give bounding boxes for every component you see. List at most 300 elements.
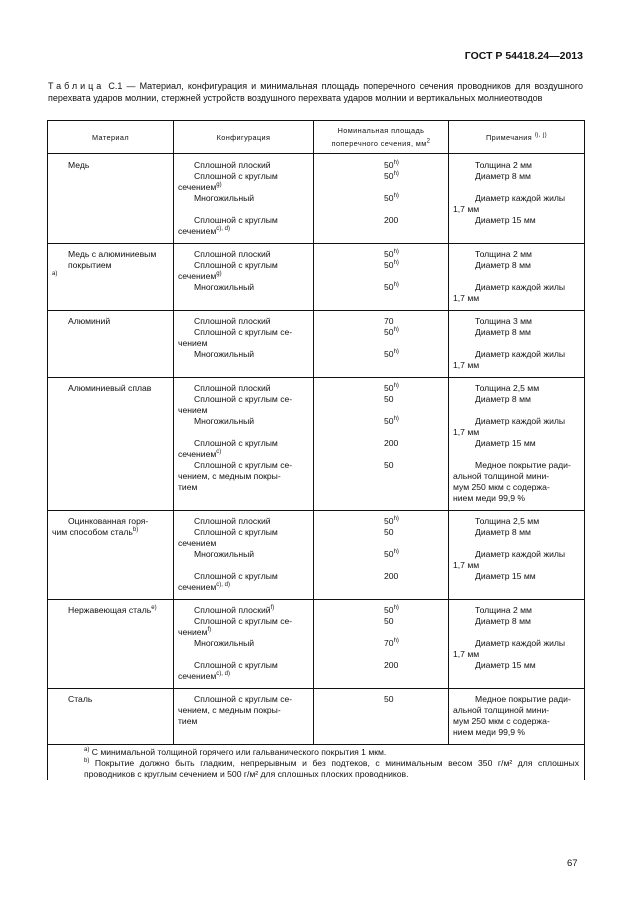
config-line (178, 427, 308, 438)
config-line (178, 215, 308, 226)
notes-text: Толщина 2 мм (475, 605, 532, 615)
config-line (178, 316, 308, 327)
notes-line (453, 260, 579, 271)
area-line (318, 383, 443, 394)
area-footnote-mark: h) (393, 349, 399, 356)
config-text: чением (178, 405, 208, 415)
config-line (178, 705, 308, 716)
config-line (178, 394, 308, 405)
config-line (178, 360, 308, 371)
notes-line (453, 716, 579, 727)
area-line (318, 627, 443, 638)
materials-table (47, 120, 585, 780)
notes-line (453, 616, 579, 627)
area-footnote-mark: h) (393, 416, 399, 423)
header-notes (449, 121, 585, 154)
material-footnote-mark: a) (52, 271, 58, 278)
area-footnote-mark: h) (393, 260, 399, 267)
notes-line (453, 316, 579, 327)
area-footnote-mark: h) (393, 549, 399, 556)
config-line (178, 571, 308, 582)
config-line (178, 282, 308, 293)
area-line (318, 460, 443, 471)
config-text: чением (178, 338, 208, 348)
header-config: Конфигурация (174, 121, 314, 154)
config-line (178, 293, 308, 304)
notes-line (453, 405, 579, 416)
material-footnote-mark: b) (132, 527, 139, 534)
config-line (178, 271, 308, 282)
area-text: 50 (384, 416, 394, 426)
notes-line (453, 249, 579, 260)
area-line (318, 271, 443, 282)
config-line (178, 416, 308, 427)
cell-material (48, 511, 174, 600)
notes-text: Толщина 2,5 мм (475, 516, 540, 526)
footnote (52, 758, 579, 780)
area-line (318, 360, 443, 371)
document-header: ГОСТ Р 54418.24—2013 (464, 50, 583, 62)
config-line (178, 527, 308, 538)
config-line (178, 516, 308, 527)
area-line (318, 293, 443, 304)
notes-line (453, 660, 579, 671)
notes-text: Толщина 3 мм (475, 316, 532, 326)
notes-line (453, 560, 579, 571)
cell-notes (449, 311, 585, 378)
area-line (318, 405, 443, 416)
config-text: сечением (178, 582, 217, 592)
notes-line (453, 605, 579, 616)
notes-text: Диаметр каждой жилы (475, 282, 566, 292)
notes-line (453, 360, 579, 371)
config-text: тием (178, 482, 198, 492)
header-notes-label: Примечания (486, 132, 533, 142)
area-text: 50 (384, 282, 394, 292)
cell-notes (449, 244, 585, 311)
cell-notes (449, 378, 585, 511)
area-text: 50 (384, 171, 394, 181)
material-name: Сталь (68, 694, 93, 704)
config-line (178, 660, 308, 671)
config-line (178, 171, 308, 182)
area-line (318, 649, 443, 660)
area-line (318, 282, 443, 293)
area-line (318, 560, 443, 571)
notes-text: 1,7 мм (453, 204, 480, 214)
area-line (318, 638, 443, 649)
notes-text: нием меди 99,9 % (453, 727, 526, 737)
area-line (318, 193, 443, 204)
notes-line (453, 471, 579, 482)
area-text: 50 (384, 616, 394, 626)
notes-text: Толщина 2,5 мм (475, 383, 540, 393)
area-text: 50 (384, 193, 394, 203)
header-area-line1: Номинальная площадь (337, 126, 425, 135)
notes-text: Диаметр 8 мм (475, 394, 531, 404)
notes-text: Диаметр 8 мм (475, 327, 531, 337)
notes-text: Толщина 2 мм (475, 160, 532, 170)
area-footnote-mark: h) (393, 282, 399, 289)
notes-line (453, 226, 579, 237)
table-row (48, 311, 585, 378)
area-text: 50 (384, 249, 394, 259)
config-text: Сплошной с круглым се- (194, 616, 293, 626)
area-line (318, 204, 443, 215)
notes-line (453, 638, 579, 649)
config-footnote-mark: c) (216, 449, 222, 456)
header-area (314, 121, 449, 154)
notes-line (453, 282, 579, 293)
notes-line (453, 293, 579, 304)
notes-line (453, 705, 579, 716)
config-line (178, 260, 308, 271)
notes-text: Диаметр 8 мм (475, 171, 531, 181)
config-footnote-mark: g) (216, 182, 222, 189)
config-line (178, 204, 308, 215)
area-line (318, 171, 443, 182)
footnotes-cell (48, 745, 585, 781)
area-line (318, 226, 443, 237)
config-line (178, 438, 308, 449)
notes-text: мум 250 мкм с содержа- (453, 716, 550, 726)
config-text: чением, с медным покры- (178, 705, 281, 715)
cell-material (48, 244, 174, 311)
area-line (318, 427, 443, 438)
config-text: сечением (178, 226, 217, 236)
notes-line (453, 193, 579, 204)
area-line (318, 538, 443, 549)
config-line (178, 549, 308, 560)
area-text: 50 (384, 694, 394, 704)
notes-text: Диаметр каждой жилы (475, 638, 566, 648)
config-footnote-mark: f) (207, 627, 212, 634)
area-line (318, 438, 443, 449)
area-text: 50 (384, 383, 394, 393)
table-row (48, 154, 585, 244)
config-text: Сплошной с круглым (194, 171, 278, 181)
area-line (318, 338, 443, 349)
notes-text: 1,7 мм (453, 427, 480, 437)
table-header-row (48, 121, 585, 154)
header-area-sup: 2 (426, 138, 431, 145)
area-line (318, 416, 443, 427)
table-row (48, 378, 585, 511)
config-text: сечением (178, 538, 217, 548)
area-footnote-mark: h) (393, 193, 399, 200)
area-line (318, 605, 443, 616)
config-text: тием (178, 716, 198, 726)
cell-material (48, 154, 174, 244)
config-line (178, 226, 308, 237)
material-name: Оцинкованная горя- (68, 516, 149, 526)
config-text: сечением (178, 271, 217, 281)
area-line (318, 349, 443, 360)
config-line (178, 727, 308, 738)
cell-config (174, 378, 314, 511)
area-line (318, 616, 443, 627)
cell-notes (449, 689, 585, 745)
config-text: сечением (178, 182, 217, 192)
material-name-cont: чим способом сталь (52, 527, 133, 537)
area-text: 200 (384, 215, 399, 225)
notes-line (453, 204, 579, 215)
area-text: 50 (384, 349, 394, 359)
config-footnote-mark: c), d) (216, 671, 230, 678)
notes-line (453, 338, 579, 349)
area-line (318, 727, 443, 738)
cell-area (314, 378, 449, 511)
config-text: Сплошной с круглым се- (194, 327, 293, 337)
area-text: 50 (384, 394, 394, 404)
footnotes-row (48, 745, 585, 781)
notes-line (453, 427, 579, 438)
config-text: Сплошной с круглым (194, 571, 278, 581)
footnote-text: С минимальной толщиной горячего или гальванического покрытия 1 мкм. (89, 747, 387, 757)
config-line (178, 582, 308, 593)
config-line (178, 671, 308, 682)
config-text: сечением (178, 671, 217, 681)
area-text: 70 (384, 638, 394, 648)
cell-area (314, 154, 449, 244)
area-text: 200 (384, 438, 399, 448)
notes-text: 1,7 мм (453, 360, 480, 370)
config-footnote-mark: f) (270, 605, 275, 612)
notes-line (453, 416, 579, 427)
config-line (178, 482, 308, 493)
config-line (178, 449, 308, 460)
table-caption (48, 80, 583, 104)
cell-config (174, 311, 314, 378)
area-line (318, 327, 443, 338)
config-text: Многожильный (194, 193, 255, 203)
table-row (48, 511, 585, 600)
material-footnote-mark: e) (151, 605, 157, 612)
cell-config (174, 689, 314, 745)
config-text: Сплошной плоский (194, 160, 271, 170)
caption-label: Таблица (48, 81, 105, 91)
area-line (318, 249, 443, 260)
material-name: Алюминиевый сплав (68, 383, 152, 393)
notes-text: Диаметр каждой жилы (475, 193, 566, 203)
notes-text: Медное покрытие ради- (475, 694, 571, 704)
cell-notes (449, 511, 585, 600)
material-name: Нержавеющая сталь (68, 605, 152, 615)
footnote (52, 747, 579, 758)
config-text: Многожильный (194, 638, 255, 648)
notes-line (453, 727, 579, 738)
area-footnote-mark: h) (393, 171, 399, 178)
material-name: Медь (68, 160, 90, 170)
notes-line (453, 460, 579, 471)
area-text: 50 (384, 460, 394, 470)
material-name: Алюминий (68, 316, 111, 326)
notes-line (453, 171, 579, 182)
cell-config (174, 244, 314, 311)
config-line (178, 694, 308, 705)
area-line (318, 549, 443, 560)
area-line (318, 516, 443, 527)
footnote-text: Покрытие должно быть гладким, непрерывным и без подтеков, с минимальным весом 350 г/м² для сплошных проводников с круглым сечением и 500 г/м² для сплошных плоских проводников. (84, 758, 579, 779)
notes-text: 1,7 мм (453, 293, 480, 303)
table-row (48, 600, 585, 689)
area-line (318, 582, 443, 593)
notes-text: Медное покрытие ради- (475, 460, 571, 470)
config-text: Многожильный (194, 349, 255, 359)
notes-text: Диаметр каждой жилы (475, 416, 566, 426)
cell-config (174, 511, 314, 600)
config-text: сечением (178, 449, 217, 459)
config-line (178, 616, 308, 627)
area-line (318, 660, 443, 671)
config-line (178, 605, 308, 616)
config-text: Сплошной с круглым се- (194, 460, 293, 470)
notes-line (453, 271, 579, 282)
area-text: 50 (384, 516, 394, 526)
config-line (178, 538, 308, 549)
notes-line (453, 582, 579, 593)
config-text: чением, с медным покры- (178, 471, 281, 481)
area-footnote-mark: h) (393, 638, 399, 645)
notes-text: Диаметр 8 мм (475, 260, 531, 270)
area-line (318, 671, 443, 682)
cell-material (48, 689, 174, 745)
area-line (318, 482, 443, 493)
area-line (318, 182, 443, 193)
area-line (318, 260, 443, 271)
page-number: 67 (567, 858, 578, 869)
config-text: Сплошной с круглым се- (194, 694, 293, 704)
area-text: 50 (384, 605, 394, 615)
area-text: 50 (384, 160, 394, 170)
notes-line (453, 482, 579, 493)
notes-line (453, 215, 579, 226)
config-text: Сплошной плоский (194, 249, 271, 259)
config-line (178, 338, 308, 349)
config-text: Многожильный (194, 416, 255, 426)
notes-text: Толщина 2 мм (475, 249, 532, 259)
notes-text: 1,7 мм (453, 649, 480, 659)
footnote-mark: a) (84, 747, 90, 754)
config-text: Сплошной плоский (194, 516, 271, 526)
notes-line (453, 571, 579, 582)
area-text: 50 (384, 549, 394, 559)
cell-area (314, 244, 449, 311)
notes-line (453, 549, 579, 560)
notes-text: альной толщиной мини- (453, 705, 550, 715)
area-line (318, 160, 443, 171)
area-line (318, 215, 443, 226)
area-footnote-mark: h) (393, 383, 399, 390)
notes-line (453, 394, 579, 405)
notes-text: Диаметр 8 мм (475, 616, 531, 626)
notes-line (453, 327, 579, 338)
area-line (318, 571, 443, 582)
area-text: 50 (384, 327, 394, 337)
config-line (178, 627, 308, 638)
notes-text: альной толщиной мини- (453, 471, 550, 481)
area-footnote-mark: h) (393, 249, 399, 256)
notes-line (453, 516, 579, 527)
cell-area (314, 689, 449, 745)
area-footnote-mark: h) (393, 327, 399, 334)
notes-text: нием меди 99,9 % (453, 493, 526, 503)
config-text: Сплошной с круглым (194, 660, 278, 670)
config-line (178, 349, 308, 360)
config-text: чением (178, 627, 208, 637)
notes-text: Диаметр 15 мм (475, 660, 536, 670)
area-footnote-mark: h) (393, 605, 399, 612)
area-line (318, 316, 443, 327)
notes-line (453, 438, 579, 449)
table-row (48, 689, 585, 745)
cell-material (48, 600, 174, 689)
notes-text: Диаметр 15 мм (475, 438, 536, 448)
area-text: 50 (384, 260, 394, 270)
cell-area (314, 600, 449, 689)
area-text: 200 (384, 571, 399, 581)
notes-text: Диаметр каждой жилы (475, 349, 566, 359)
area-line (318, 705, 443, 716)
notes-line (453, 449, 579, 460)
config-line (178, 560, 308, 571)
notes-line (453, 527, 579, 538)
area-text: 200 (384, 660, 399, 670)
config-line (178, 716, 308, 727)
cell-area (314, 511, 449, 600)
config-line (178, 327, 308, 338)
config-text: Сплошной плоский (194, 316, 271, 326)
notes-line (453, 160, 579, 171)
area-footnote-mark: h) (393, 516, 399, 523)
area-line (318, 716, 443, 727)
area-line (318, 527, 443, 538)
config-line (178, 405, 308, 416)
config-footnote-mark: c), d) (216, 582, 230, 589)
area-text: 70 (384, 316, 394, 326)
config-text: Сплошной плоский (194, 383, 271, 393)
cell-notes (449, 600, 585, 689)
area-line (318, 394, 443, 405)
area-line (318, 694, 443, 705)
config-text: Сплошной плоский (194, 605, 271, 615)
config-line (178, 638, 308, 649)
notes-text: Диаметр 15 мм (475, 215, 536, 225)
cell-material (48, 378, 174, 511)
notes-line (453, 671, 579, 682)
cell-notes (449, 154, 585, 244)
config-line (178, 182, 308, 193)
config-line (178, 160, 308, 171)
area-text: 50 (384, 527, 394, 537)
config-line (178, 249, 308, 260)
notes-text: Диаметр 8 мм (475, 527, 531, 537)
config-line (178, 471, 308, 482)
notes-text: Диаметр 15 мм (475, 571, 536, 581)
area-line (318, 449, 443, 460)
footnote-mark: b) (84, 758, 90, 765)
header-material: Материал (48, 121, 174, 154)
config-footnote-mark: c), d) (216, 226, 230, 233)
config-text: Многожильный (194, 549, 255, 559)
area-footnote-mark: h) (393, 160, 399, 167)
config-text: Сплошной с круглым (194, 527, 278, 537)
notes-line (453, 182, 579, 193)
notes-line (453, 349, 579, 360)
cell-material (48, 311, 174, 378)
notes-line (453, 694, 579, 705)
config-line (178, 383, 308, 394)
